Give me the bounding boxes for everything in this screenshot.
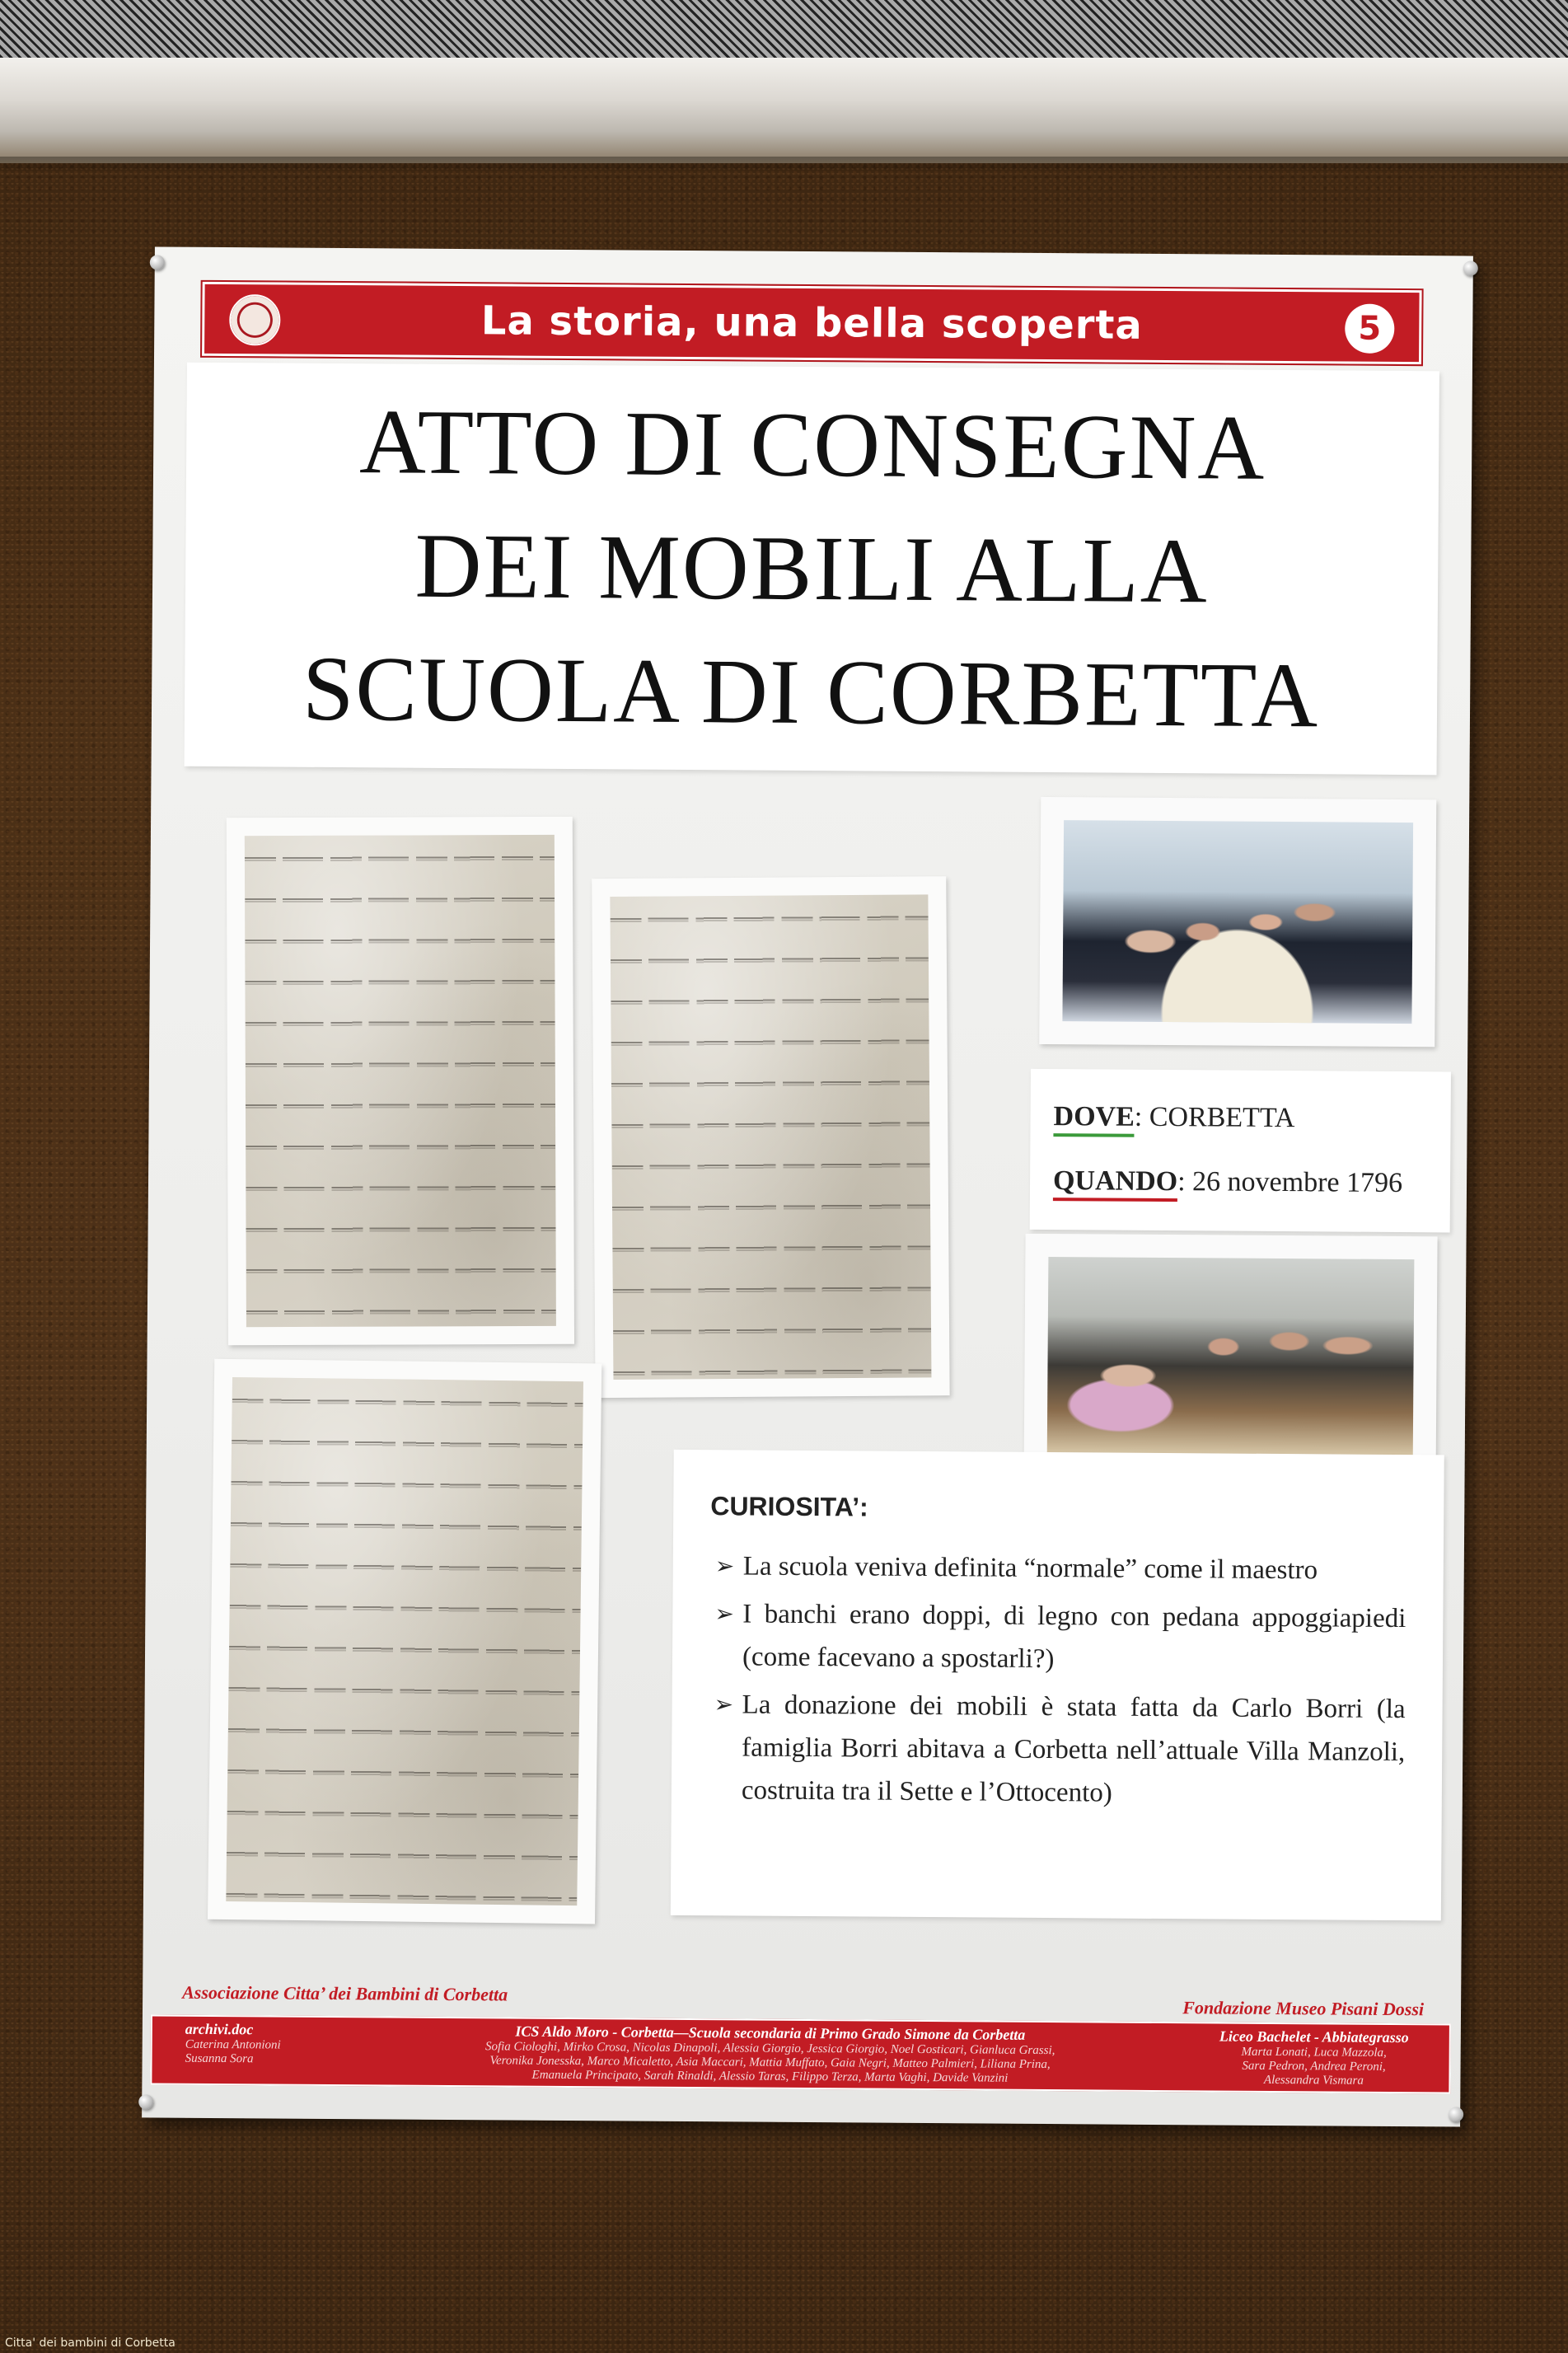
manuscript-page-2 — [592, 876, 949, 1398]
footer-heading: Liceo Bachelet - Abbiategrasso — [1219, 2027, 1409, 2046]
wall-rail — [0, 58, 1568, 163]
footer-names: Sara Pedron, Andrea Peroni, — [1242, 2059, 1386, 2074]
title-card — [185, 363, 1439, 776]
footer-heading: archivi.doc — [185, 2020, 254, 2038]
dove-label: DOVE — [1053, 1100, 1135, 1137]
footer-association: Associazione Citta’ dei Bambini di Corbetta — [182, 1981, 508, 2005]
header-banner — [202, 282, 1422, 364]
footer-col-school — [399, 2022, 1140, 2087]
title-line-3: SCUOLA DI CORBETTA — [302, 637, 1320, 748]
footer-heading: ICS Aldo Moro - Corbetta—Scuola secondaria di Primo Grado Simone da Corbetta — [515, 2023, 1026, 2043]
footer-names: Marta Lonati, Luca Mazzola, — [1241, 2045, 1387, 2060]
pin-bottom-right — [1449, 2107, 1463, 2121]
title-line-2: DEI MOBILI ALLA — [414, 514, 1210, 623]
arrow-bullet-icon: ➢ — [714, 1600, 734, 1628]
manuscript-scan — [245, 835, 556, 1327]
association-logo — [229, 294, 280, 345]
curiosita-card — [671, 1450, 1444, 1921]
pin-top-left — [150, 255, 165, 270]
curiosita-item — [709, 1683, 1406, 1816]
poster — [142, 246, 1473, 2126]
poster-number-badge: 5 — [1345, 304, 1394, 354]
quando-value: : 26 novembre 1796 — [1177, 1166, 1403, 1199]
photo-students-archive — [1039, 797, 1436, 1047]
header-title: La storia, una bella scoperta — [480, 298, 1143, 349]
manuscript-page-1 — [227, 817, 574, 1345]
footer-col-liceo — [1190, 2027, 1438, 2088]
footer-banner — [150, 2014, 1451, 2093]
arrow-bullet-icon: ➢ — [714, 1552, 735, 1580]
footer-col-archivi — [185, 2020, 281, 2067]
photo-students-table — [1024, 1234, 1438, 1479]
footer-names: Emanuela Principato, Sarah Rinaldi, Alessio Taras, Filippo Terza, Marta Vaghi, Davide Vanzini — [531, 2068, 1009, 2085]
footer-names: Sofia Ciologhi, Mirko Crosa, Nicolas Dinapoli, Alessia Giorgio, Jessica Giorgio, Noel Gosticari, Gianluca Grassi, — [484, 2040, 1055, 2058]
pin-top-right — [1463, 261, 1478, 276]
footer-foundation: Fondazione Museo Pisani Dossi — [1182, 1997, 1425, 2020]
curiosita-item-text: La donazione dei mobili è stata fatta da Carlo Borri (la famiglia Borri abitava a Corbetta nell’attuale Villa Manzoli, costruita tra il Sette e l’Ottocento) — [741, 1690, 1406, 1808]
photo-credit: Citta' dei bambini di Corbetta — [5, 2337, 176, 2350]
manuscript-scan — [610, 894, 931, 1380]
info-card — [1030, 1069, 1451, 1233]
footer-names: Veronika Jonesska, Marco Micaletto, Asia Maccari, Mattia Muffato, Gaia Negri, Matteo Palmieri, Liliana Prina, — [489, 2054, 1051, 2072]
title-line-1: ATTO DI CONSEGNA — [358, 391, 1266, 499]
dove-value: : CORBETTA — [1134, 1101, 1295, 1134]
curiosita-title: CURIOSITA’: — [710, 1491, 868, 1522]
pin-bottom-left — [138, 2094, 153, 2109]
curiosita-item — [709, 1592, 1407, 1683]
quando-row — [1053, 1156, 1443, 1223]
ceiling-grate — [0, 0, 1568, 58]
manuscript-scan — [226, 1377, 583, 1905]
photo-image — [1062, 820, 1413, 1024]
photo-image — [1047, 1257, 1415, 1456]
footer-names: Alessandra Vismara — [1263, 2073, 1364, 2088]
curiosita-item-text: I banchi erano doppi, di legno con pedana appoggiapiedi (come facevano a spostarli?) — [742, 1599, 1407, 1675]
curiosita-item-text: La scuola veniva definita “normale” come il maestro — [742, 1551, 1318, 1586]
arrow-bullet-icon: ➢ — [714, 1690, 734, 1718]
footer-names: Susanna Sora — [185, 2051, 254, 2066]
dove-row — [1053, 1092, 1443, 1159]
curiosita-item — [710, 1544, 1407, 1592]
manuscript-page-3 — [208, 1359, 601, 1924]
footer-names: Caterina Antonioni — [185, 2037, 281, 2052]
quando-label: QUANDO — [1053, 1165, 1177, 1202]
rail-shadow — [0, 157, 1568, 173]
